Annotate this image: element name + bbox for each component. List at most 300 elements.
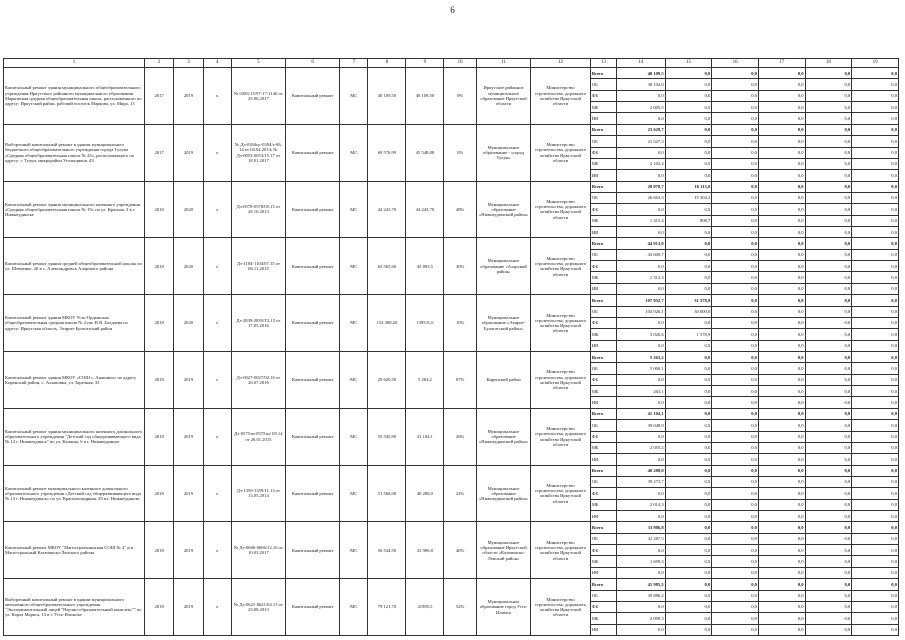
remaining-cost: 41985,5 — [406, 579, 444, 636]
fund-value: 0,0 — [805, 374, 852, 385]
fund-source-label: ФБ — [590, 431, 616, 442]
fund-source-label: МБ — [590, 499, 616, 510]
project-name: Капитальный ремонт здания муниципального казенного дошкольного образовательного учреждения "Детский сад общеразвивающего вида № 12 г. Нижнеудинск" по ул. Кашина, 6 в г. Нижнеудинске — [4, 408, 145, 465]
executor-name: Министерство строительства, дорожного хозяйства Иркутской области — [531, 351, 591, 408]
placeholder-cell: х — [203, 238, 231, 295]
fund-source-label: ИИ — [590, 454, 616, 465]
recipient-name: Муниципальное образование город Усть-Илимск — [476, 579, 530, 636]
fund-source-label: ФБ — [590, 90, 616, 101]
fund-value: 0,0 — [712, 90, 759, 101]
ownership: МС — [340, 465, 368, 522]
recipient-name: Муниципальное образование - «город Тулун» — [476, 124, 530, 181]
fund-value: 0,0 — [758, 113, 805, 124]
fund-value: 0,0 — [852, 192, 899, 203]
col-header: 12 — [531, 59, 591, 68]
fund-value: 0,0 — [665, 511, 712, 522]
fund-value: 0,0 — [805, 511, 852, 522]
project-row — [4, 408, 899, 419]
col-header: 5 — [231, 59, 285, 68]
project-row — [4, 295, 899, 306]
fund-value: 0,0 — [852, 567, 899, 578]
fund-value: 0,0 — [712, 465, 759, 476]
fund-value: 0,0 — [852, 261, 899, 272]
fund-value: 0,0 — [712, 624, 759, 635]
fund-value: 0,0 — [712, 476, 759, 487]
fund-value: 0,0 — [805, 454, 852, 465]
fund-value: 0,0 — [665, 624, 712, 635]
fund-value: 107 952,7 — [616, 295, 665, 306]
fund-value: 0,0 — [665, 317, 712, 328]
fund-source-label: МБ — [590, 158, 616, 169]
fund-source-label: ИИ — [590, 567, 616, 578]
fund-value: 0,0 — [852, 102, 899, 113]
fund-value: 0,0 — [852, 79, 899, 90]
fund-value: 0,0 — [852, 488, 899, 499]
fund-source-label: Всего — [590, 68, 616, 79]
fund-value: 0,0 — [665, 124, 712, 135]
fund-source-label: ОБ — [590, 533, 616, 544]
fund-value: 0,0 — [805, 238, 852, 249]
start-year: 2018 — [145, 295, 174, 352]
fund-value: 0,0 — [758, 295, 805, 306]
fund-value: 2 014,3 — [616, 499, 665, 510]
work-type: Капитальный ремонт — [286, 522, 340, 579]
col-header: 13 — [590, 59, 616, 68]
remaining-cost: 45 893,5 — [406, 238, 444, 295]
expertise-doc: № 0283-15/97-17-1140 от 25.06.2017 — [231, 68, 285, 125]
fund-value: 0,0 — [712, 442, 759, 453]
work-type: Капитальный ремонт — [286, 295, 340, 352]
fund-value: 0,0 — [805, 283, 852, 294]
fund-value: 0,0 — [665, 374, 712, 385]
placeholder-cell: х — [203, 522, 231, 579]
fund-source-label: ФБ — [590, 545, 616, 556]
fund-value: 0,0 — [616, 204, 665, 215]
fund-value: 0,0 — [852, 556, 899, 567]
remaining-cost: 33 986,8 — [406, 522, 444, 579]
fund-value: 0,0 — [665, 136, 712, 147]
fund-source-label: МБ — [590, 102, 616, 113]
fund-value: 0,0 — [758, 488, 805, 499]
work-type: Капитальный ремонт — [286, 181, 340, 238]
fund-value: 0,0 — [712, 306, 759, 317]
col-header: 11 — [476, 59, 530, 68]
fund-value: 0,0 — [805, 601, 852, 612]
fund-value: 0,0 — [852, 329, 899, 340]
project-name: Капитальный ремонт здания МКОУ Усть-Ордынская общеобразовательная средняя школа № 2 им. В.В. Балдаева по адресу: Иркутская область, Эхирит-Булагатский район — [4, 295, 145, 352]
fund-source-label: ИИ — [590, 624, 616, 635]
fund-value: 0,0 — [805, 465, 852, 476]
fund-value: 0,0 — [852, 374, 899, 385]
fund-value: 0,0 — [805, 533, 852, 544]
fund-value: 0,0 — [852, 545, 899, 556]
fund-source-label: Всего — [590, 124, 616, 135]
start-year: 2017 — [145, 124, 174, 181]
fund-value: 0,0 — [712, 340, 759, 351]
fund-source-label: ИИ — [590, 227, 616, 238]
project-row — [4, 181, 899, 192]
fund-value: 0,0 — [665, 90, 712, 101]
fund-value: 0,0 — [758, 215, 805, 226]
col-header: 18 — [805, 59, 852, 68]
executor-name: Министерство строительства, дорожного хозяйства Иркутской области — [531, 181, 591, 238]
project-name: Капитальный ремонт МКОУ "Магистральнинская СОШ № 2" р.п. Магистральный Казачинско-Ленского района — [4, 522, 145, 579]
project-name: Капитальный ремонт здания средней общеобразовательной школы по ул. Шевченко, 26 в с. Александровск Аларского района — [4, 238, 145, 295]
start-year: 2018 — [145, 465, 174, 522]
fund-source-label: Всего — [590, 295, 616, 306]
fund-value: 2 055,2 — [616, 442, 665, 453]
fund-source-label: ФБ — [590, 147, 616, 158]
fund-value: 0,0 — [758, 442, 805, 453]
project-row — [4, 238, 899, 249]
fund-value: 0,0 — [852, 227, 899, 238]
fund-source-label: ОБ — [590, 249, 616, 260]
project-row — [4, 579, 899, 590]
fund-value: 2 102,4 — [616, 158, 665, 169]
fund-value: 0,0 — [758, 238, 805, 249]
fund-value: 0,0 — [852, 124, 899, 135]
fund-value: 0,0 — [665, 556, 712, 567]
fund-value: 0,0 — [712, 181, 759, 192]
fund-value: 0,0 — [712, 556, 759, 567]
remaining-cost: 44 243,70 — [406, 181, 444, 238]
fund-value: 0,0 — [852, 90, 899, 101]
fund-value: 0,0 — [758, 170, 805, 181]
fund-value: 0,0 — [758, 351, 805, 362]
page-number: 6 — [450, 5, 455, 15]
executor-name: Министерство строительства, дорожного хозяйства Иркутской области — [531, 408, 591, 465]
fund-value: 0,0 — [758, 147, 805, 158]
fund-value: 0,0 — [852, 465, 899, 476]
fund-value: 0,0 — [665, 499, 712, 510]
fund-value: 0,0 — [852, 249, 899, 260]
recipient-name: Иркутское районное муниципальное образование Иркутской области — [476, 68, 530, 125]
fund-value: 0,0 — [758, 181, 805, 192]
fund-value: 0,0 — [712, 522, 759, 533]
col-header: 6 — [286, 59, 340, 68]
fund-value: 0,0 — [616, 374, 665, 385]
fund-value: 0,0 — [758, 465, 805, 476]
start-year: 2018 — [145, 238, 174, 295]
fund-value: 44 913,0 — [616, 238, 665, 249]
fund-value: 0,0 — [758, 579, 805, 590]
estimated-cost: 40 109,50 — [368, 68, 406, 125]
fund-value: 0,0 — [805, 227, 852, 238]
fund-value: 0,0 — [852, 476, 899, 487]
fund-value: 0,0 — [852, 204, 899, 215]
executor-name: Министерство строительства, дорожного хозяйства Иркутской области — [531, 238, 591, 295]
col-header: 15 — [665, 59, 712, 68]
fund-value: 23 629,7 — [616, 124, 665, 135]
project-row — [4, 522, 899, 533]
fund-value: 39 048,9 — [616, 420, 665, 431]
col-header: 2 — [145, 59, 174, 68]
fund-value: 0,0 — [805, 613, 852, 624]
fund-value: 0,0 — [852, 613, 899, 624]
end-year: 2019 — [174, 351, 203, 408]
fund-value: 0,0 — [852, 136, 899, 147]
fund-value: 0,0 — [616, 283, 665, 294]
fund-value: 0,0 — [805, 408, 852, 419]
remaining-cost: 40 109,50 — [406, 68, 444, 125]
readiness-percent: 0% — [444, 68, 477, 125]
fund-value: 0,0 — [805, 590, 852, 601]
project-row — [4, 124, 899, 135]
fund-value: 0,0 — [712, 158, 759, 169]
fund-value: 0,0 — [712, 227, 759, 238]
project-row — [4, 465, 899, 476]
col-header: 1 — [4, 59, 145, 68]
fund-value: 0,0 — [805, 79, 852, 90]
recipient-name: Муниципальное образование «Эхирит-Булагатский район» — [476, 295, 530, 352]
fund-value: 0,0 — [805, 499, 852, 510]
fund-value: 0,0 — [852, 363, 899, 374]
col-header: 14 — [616, 59, 665, 68]
fund-value: 39 886,2 — [616, 590, 665, 601]
project-row — [4, 351, 899, 362]
readiness-percent: 87% — [444, 351, 477, 408]
work-type: Капитальный ремонт — [286, 351, 340, 408]
fund-source-label: ФБ — [590, 601, 616, 612]
fund-source-label: ИИ — [590, 283, 616, 294]
fund-value: 0,0 — [852, 590, 899, 601]
fund-value: 0,0 — [805, 397, 852, 408]
fund-value: 0,0 — [665, 79, 712, 90]
col-header: 7 — [340, 59, 368, 68]
fund-value: 0,0 — [805, 522, 852, 533]
start-year: 2018 — [145, 351, 174, 408]
fund-value: 21 527,3 — [616, 136, 665, 147]
fund-value: 0,0 — [852, 340, 899, 351]
project-name: Капитальный ремонт здания муниципального общеобразовательного учреждения Иркутского районного муниципального образования Марковская средняя общеобразовательная школа, расположенного по адресу: Иркутский район, рабочий поселок Маркова, ул. Мира, 13 — [4, 68, 145, 125]
expertise-doc: № Дз-0606-0606/12.16 от 10.03.2017 — [231, 522, 285, 579]
estimated-cost: 79 121,70 — [368, 579, 406, 636]
fund-value: 0,0 — [852, 624, 899, 635]
fund-value: 0,0 — [616, 90, 665, 101]
fund-source-label: Всего — [590, 522, 616, 533]
end-year: 2019 — [174, 408, 203, 465]
fund-source-label: ФБ — [590, 204, 616, 215]
fund-value: 39 273,7 — [616, 476, 665, 487]
fund-value: 0,0 — [852, 272, 899, 283]
fund-source-label: ИИ — [590, 170, 616, 181]
fund-value: 0,0 — [852, 601, 899, 612]
fund-value: 0,0 — [758, 624, 805, 635]
fund-value: 0,0 — [758, 317, 805, 328]
expertise-doc: Дз-1104-1104/07.15 от 06.11.2013 — [231, 238, 285, 295]
fund-value: 0,0 — [712, 533, 759, 544]
fund-value: 0,0 — [758, 283, 805, 294]
fund-source-label: ОБ — [590, 79, 616, 90]
fund-value: 0,0 — [665, 363, 712, 374]
fund-value: 0,0 — [758, 102, 805, 113]
fund-value: 0,0 — [805, 556, 852, 567]
readiness-percent: 22% — [444, 465, 477, 522]
fund-value: 0,0 — [712, 579, 759, 590]
fund-source-label: ИИ — [590, 511, 616, 522]
fund-value: 0,0 — [616, 147, 665, 158]
fund-value: 0,0 — [616, 261, 665, 272]
fund-value: 0,0 — [758, 374, 805, 385]
fund-value: 0,0 — [665, 431, 712, 442]
ownership: МС — [340, 522, 368, 579]
fund-value: 0,0 — [758, 329, 805, 340]
fund-value: 5 000,1 — [616, 363, 665, 374]
fund-value: 0,0 — [805, 215, 852, 226]
fund-value: 0,0 — [712, 272, 759, 283]
placeholder-cell: х — [203, 295, 231, 352]
fund-value: 0,0 — [852, 215, 899, 226]
fund-value: 0,0 — [852, 68, 899, 79]
fund-value: 0,0 — [758, 397, 805, 408]
fund-value: 0,0 — [758, 431, 805, 442]
placeholder-cell: х — [203, 124, 231, 181]
fund-value: 0,0 — [616, 317, 665, 328]
fund-value: 0,0 — [665, 613, 712, 624]
fund-value: 0,0 — [665, 420, 712, 431]
readiness-percent: 40% — [444, 522, 477, 579]
fund-value: 0,0 — [852, 283, 899, 294]
work-type: Капитальный ремонт — [286, 579, 340, 636]
fund-value: 0,0 — [805, 624, 852, 635]
fund-value: 0,0 — [805, 306, 852, 317]
recipient-name: Муниципальное образование «Нижнеудинский район» — [476, 465, 530, 522]
expertise-doc: Дз-0575тн-0575тн/ 09.14 от 26.01.2015 — [231, 408, 285, 465]
fund-source-label: ИИ — [590, 397, 616, 408]
executor-name: Министерство строительства, дорожного хозяйства Иркутской области — [531, 68, 591, 125]
executor-name: Министерство строительства, дорожного хозяйства Иркутской области — [531, 465, 591, 522]
fund-value: 0,0 — [712, 351, 759, 362]
fund-value: 0,0 — [852, 511, 899, 522]
expertise-doc: № Дз-0394цс-0394/т-86, 14 от 04.04.2014; № Дз-0053-0053/15.17 от 18.01.2017 — [231, 124, 285, 181]
fund-value: 0,0 — [758, 340, 805, 351]
fund-value: 0,0 — [665, 442, 712, 453]
start-year: 2018 — [145, 408, 174, 465]
fund-value: 0,0 — [852, 306, 899, 317]
ownership: МС — [340, 238, 368, 295]
fund-value: 0,0 — [665, 158, 712, 169]
col-header: 16 — [712, 59, 759, 68]
col-header: 4 — [203, 59, 231, 68]
fund-value: 0,0 — [805, 102, 852, 113]
fund-value: 33 986,8 — [616, 522, 665, 533]
fund-value: 2 005,5 — [616, 102, 665, 113]
fund-value: 0,0 — [712, 170, 759, 181]
end-year: 2019 — [174, 68, 203, 125]
remaining-cost: 139531,6 — [406, 295, 444, 352]
fund-value: 0,0 — [712, 317, 759, 328]
fund-value: 0,0 — [758, 261, 805, 272]
fund-value: 0,0 — [665, 533, 712, 544]
fund-value: 0,0 — [852, 158, 899, 169]
fund-value: 0,0 — [852, 170, 899, 181]
fund-value: 0,0 — [805, 488, 852, 499]
fund-value: 104 926,1 — [616, 306, 665, 317]
fund-value: 0,0 — [758, 420, 805, 431]
end-year: 2019 — [174, 465, 203, 522]
fund-value: 0,0 — [712, 488, 759, 499]
fund-value: 0,0 — [758, 158, 805, 169]
fund-value: 0,0 — [805, 249, 852, 260]
end-year: 2020 — [174, 295, 203, 352]
fund-value: 0,0 — [712, 567, 759, 578]
fund-value: 0,0 — [852, 295, 899, 306]
fund-source-label: МБ — [590, 613, 616, 624]
work-type: Капитальный ремонт — [286, 238, 340, 295]
fund-value: 0,0 — [805, 158, 852, 169]
fund-value: 0,0 — [805, 420, 852, 431]
readiness-percent: 26% — [444, 408, 477, 465]
fund-value: 0,0 — [758, 613, 805, 624]
investment-table — [3, 58, 899, 636]
fund-value: 0,0 — [805, 124, 852, 135]
fund-source-label: МБ — [590, 215, 616, 226]
placeholder-cell: х — [203, 68, 231, 125]
recipient-name: Муниципальное образование «Нижнеудинский район» — [476, 181, 530, 238]
end-year: 2020 — [174, 238, 203, 295]
fund-value: 0,0 — [852, 499, 899, 510]
col-header: 3 — [174, 59, 203, 68]
remaining-cost: 45 548,88 — [406, 124, 444, 181]
fund-value: 0,0 — [852, 522, 899, 533]
fund-value: 0,0 — [665, 113, 712, 124]
fund-value: 0,0 — [712, 147, 759, 158]
fund-value: 0,0 — [712, 102, 759, 113]
fund-value: 0,0 — [758, 476, 805, 487]
end-year: 2019 — [174, 579, 203, 636]
fund-value: 0,0 — [616, 227, 665, 238]
fund-value: 0,0 — [758, 590, 805, 601]
fund-value: 0,0 — [712, 590, 759, 601]
fund-value: 0,0 — [805, 386, 852, 397]
remaining-cost: 41 104,1 — [406, 408, 444, 465]
fund-value: 0,0 — [665, 351, 712, 362]
fund-value: 0,0 — [758, 601, 805, 612]
fund-value: 0,0 — [665, 488, 712, 499]
fund-value: 0,0 — [616, 170, 665, 181]
executor-name: Министерство строительства, дорожного хозяйства Иркутской области — [531, 579, 591, 636]
placeholder-cell: х — [203, 465, 231, 522]
readiness-percent: 30% — [444, 238, 477, 295]
fund-value: 0,0 — [852, 442, 899, 453]
fund-value: 0,0 — [616, 511, 665, 522]
placeholder-cell: х — [203, 351, 231, 408]
fund-source-label: Всего — [590, 181, 616, 192]
fund-value: 0,0 — [805, 113, 852, 124]
fund-value: 0,0 — [665, 261, 712, 272]
fund-value: 41 985,5 — [616, 579, 665, 590]
fund-value: 0,0 — [665, 465, 712, 476]
fund-value: 40 288,0 — [616, 465, 665, 476]
fund-value: 0,0 — [758, 533, 805, 544]
executor-name: Министерство строительства, дорожного хозяйства Иркутской области — [531, 295, 591, 352]
fund-source-label: ОБ — [590, 192, 616, 203]
work-type: Капитальный ремонт — [286, 68, 340, 125]
fund-source-label: Всего — [590, 579, 616, 590]
fund-source-label: МБ — [590, 329, 616, 340]
fund-value: 0,0 — [758, 454, 805, 465]
fund-value: 0,0 — [616, 545, 665, 556]
fund-source-label: ОБ — [590, 136, 616, 147]
fund-value: 0,0 — [616, 624, 665, 635]
fund-value: 0,0 — [805, 545, 852, 556]
estimated-cost: 29 620,50 — [368, 351, 406, 408]
fund-value: 0,0 — [616, 488, 665, 499]
fund-value: 0,0 — [758, 79, 805, 90]
fund-source-label: Всего — [590, 408, 616, 419]
fund-value: 0,0 — [712, 408, 759, 419]
estimated-cost: 56 544,50 — [368, 522, 406, 579]
